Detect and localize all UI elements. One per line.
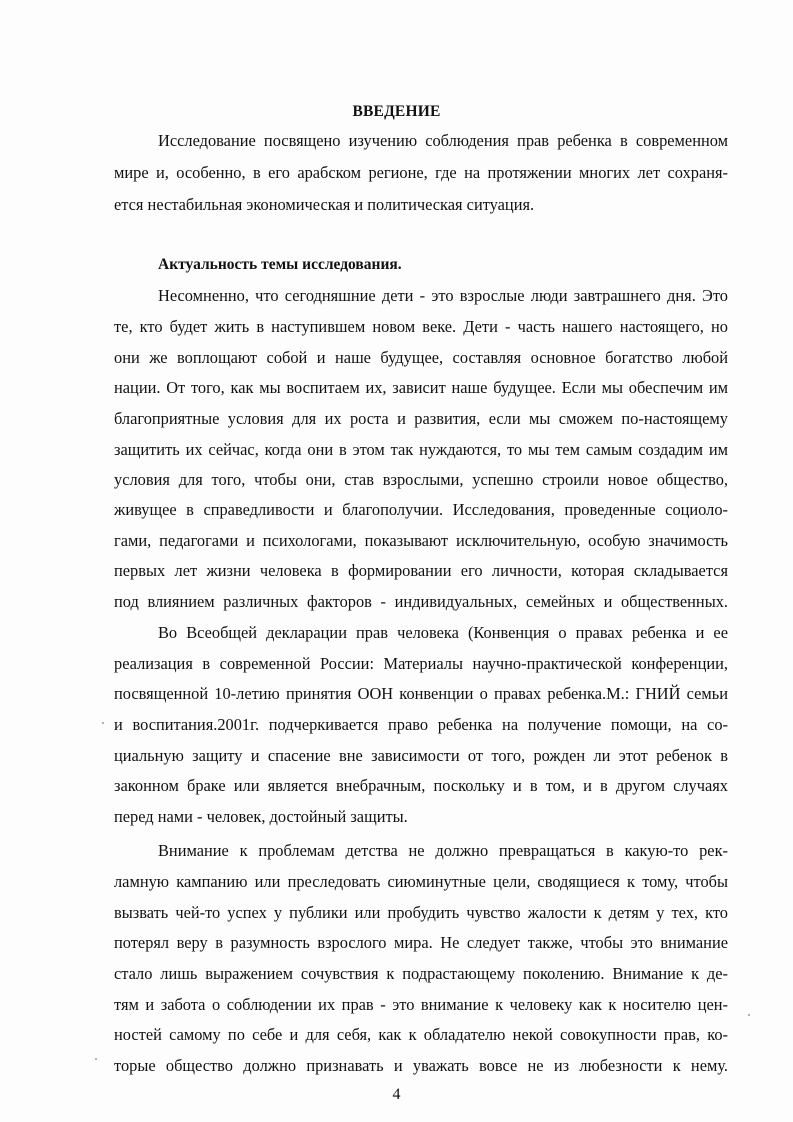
paragraph-line: потерял веру в разумность взрослого мира. Не следует также, чтобы это внимание <box>114 933 728 952</box>
paragraph-line: благоприятные условия для их роста и развития, если мы сможем по-настоящему <box>114 409 728 428</box>
page-title: ВВЕДЕНИЕ <box>352 103 441 120</box>
paragraph-line: вызвать чей-то успех у публики или пробудить чувство жалости к детям у тех, кто <box>114 903 728 922</box>
paragraph-line: циальную защиту и спасение вне зависимости от того, рожден ли этот ребенок в <box>114 746 728 765</box>
paragraph-line: ностей самому по себе и для себя, как к обладателю некой совокупности прав, ко- <box>114 1025 728 1044</box>
paragraph-line: ламную кампанию или преследовать сиюминутные цели, сводящиеся к тому, чтобы <box>114 872 728 891</box>
paragraph-line: они же воплощают собой и наше будущее, составляя основное богатство любой <box>114 348 728 367</box>
paragraph-line: Внимание к проблемам детства не должно превращаться в какую-то рек- <box>158 841 728 860</box>
paragraph-line: защитить их сейчас, когда они в этом так нуждаются, то мы тем самым создадим им <box>114 440 728 459</box>
paragraph-line: реализация в современной России: Материалы научно-практической конференции, <box>114 654 728 673</box>
scan-speck <box>95 1058 97 1060</box>
paragraph-line: посвященной 10-летию принятия ООН конвенции о правах ребенка.М.: ГНИЙ семьи <box>114 684 728 703</box>
intro-line: ется нестабильная экономическая и политическая ситуация. <box>114 195 535 214</box>
paragraph-line: и воспитания.2001г. подчеркивается право ребенка на получение помощи, на со- <box>114 715 728 734</box>
paragraph-line: перед нами - человек, достойный защиты. <box>114 807 408 826</box>
paragraph-line: первых лет жизни человека в формировании его личности, которая складывается <box>114 561 728 580</box>
scan-speck <box>748 1014 750 1016</box>
paragraph-line: нации. От того, как мы воспитаем их, зависит наше будущее. Если мы обеспечим им <box>114 378 728 397</box>
paragraph-line: законном браке или является внебрачным, поскольку и в том, и в другом случаях <box>114 776 728 795</box>
page-number: 4 <box>392 1086 401 1103</box>
paragraph-line: торые общество должно признавать и уважать вовсе не из любезности к нему. <box>114 1056 728 1075</box>
paragraph-line: Во Всеобщей декларации прав человека (Конвенция о правах ребенка и ее <box>158 623 728 642</box>
paragraph-line: гами, педагогами и психологами, показывают исключительную, особую значимость <box>114 531 728 550</box>
paragraph-line: тям и забота о соблюдении их прав - это внимание к человеку как к носителю цен- <box>114 995 728 1014</box>
paragraph-line: условия для того, чтобы они, став взрослыми, успешно строили новое общество, <box>114 470 728 489</box>
paragraph-line: те, кто будет жить в наступившем новом веке. Дети - часть нашего настоящего, но <box>114 317 728 336</box>
scan-speck <box>102 722 104 724</box>
paragraph-line: стало лишь выражением сочувствия к подрастающему поколению. Внимание к де- <box>114 964 728 983</box>
paragraph-line: Несомненно, что сегодняшние дети - это взрослые люди завтрашнего дня. Это <box>158 286 728 305</box>
intro-line: мире и, особенно, в его арабском регионе, где на протяжении многих лет сохраня- <box>114 163 728 182</box>
intro-line: Исследование посвящено изучению соблюдения прав ребенка в современном <box>158 131 728 150</box>
section-heading: Актуальность темы исследования. <box>158 256 402 273</box>
paragraph-line: живущее в справедливости и благополучии. Исследования, проведенные социоло- <box>114 500 728 519</box>
paragraph-line: под влиянием различных факторов - индивидуальных, семейных и общественных. <box>114 592 728 611</box>
